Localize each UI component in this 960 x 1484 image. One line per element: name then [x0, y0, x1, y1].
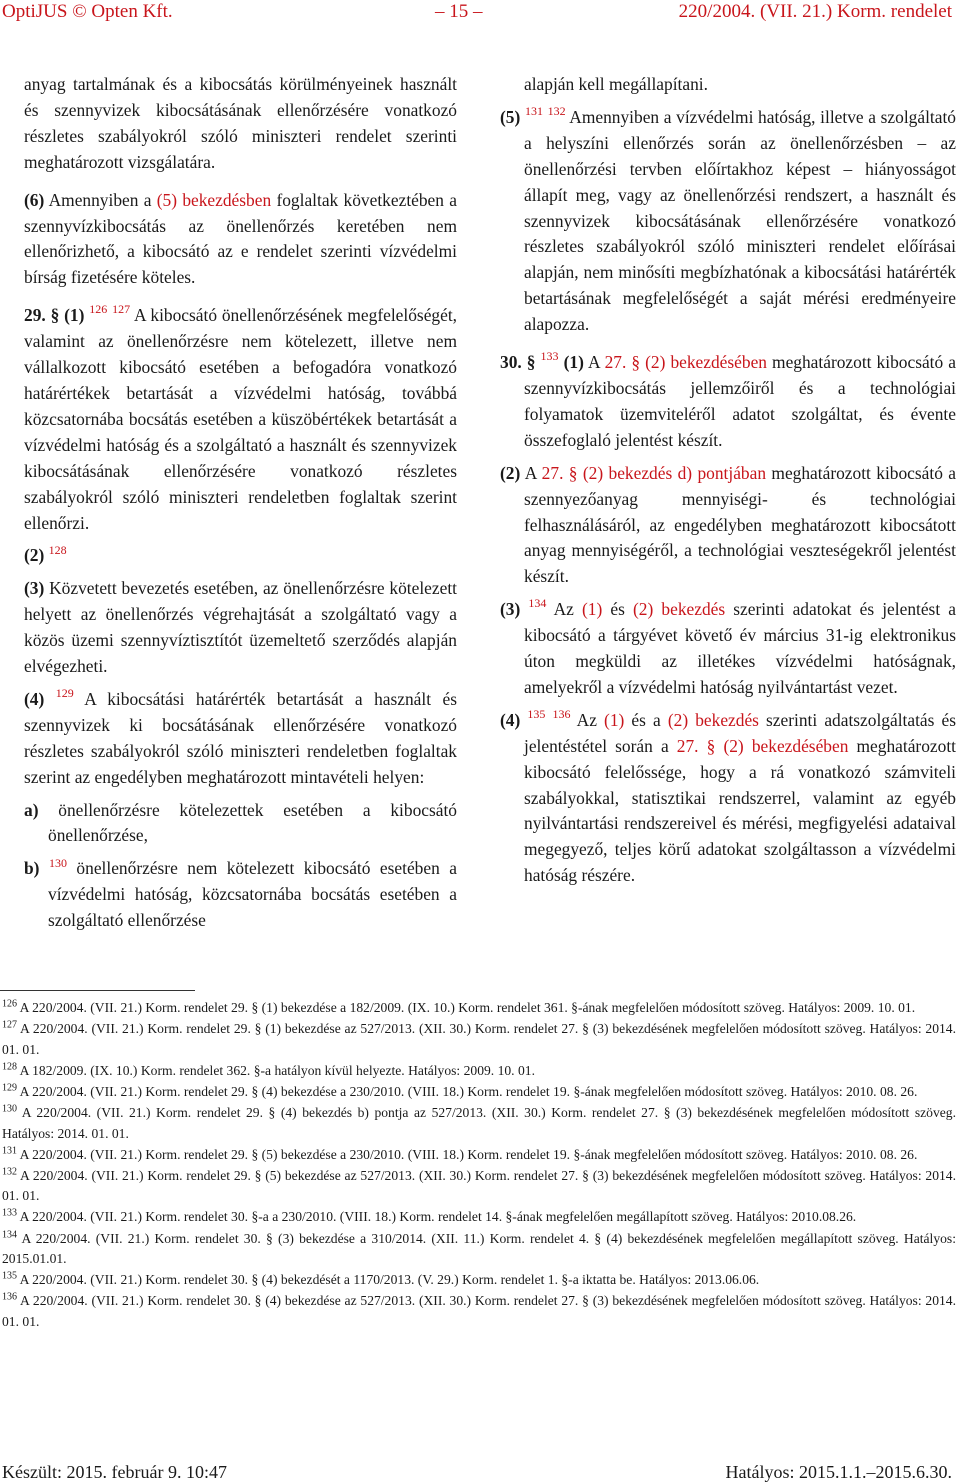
footnote: $^{126}$ A 220/2004. (VII. 21.) Korm. rendelet 29. § (1) bekezdése a 182/2009. (IX. 10.) Korm. rendelet 361. §-ának megfelelően módosított szöveg. Hatályos: 2009. 10. 01. — [2, 998, 916, 1015]
cross-reference-link[interactable]: (2) bekezdés — [633, 599, 726, 620]
footnote-ref[interactable]: 126 — [89, 302, 108, 317]
paragraph-number: (2) — [500, 462, 521, 483]
footnote: $^{130}$ A 220/2004. (VII. 21.) Korm. rendelet 29. § (4) bekezdés b) pontja az 527/2013. (XII. 30.) Korm. rendelet 27. § (3) bekezdésének megfelelően módosított szöveg. Hatályos: 2014. 01. 01. — [2, 1103, 956, 1141]
paragraph-number: (5) — [500, 106, 521, 127]
paragraph-number: (3) — [500, 599, 521, 620]
footnote-number: 133 — [2, 1207, 17, 1219]
point-label: a) — [24, 799, 39, 820]
section-29-paragraph-1: 29. § (1) $^{126}$ $^{127}$ A kibocsátó önellenőrzésének megfelelőségét, valamint az önellenőrzésre nem kötelezett, illetve nem vállalkozott kibocsátó esetében a befogadóra vonatkozó határértékek betartását a vízvédelmi hatóság, továbbá közcsatornába bocsátás esetében a küszöbértékek betartását a vízvédelmi hatóság és a szolgáltató a használt és szennyvizek kibocsátásának ellenőrzésére vonatkozó részletes szabályokról szóló miniszteri rendeletben foglaltak szerint ellenőrzi. — [24, 302, 458, 533]
footnote: $^{136}$ A 220/2004. (VII. 21.) Korm. rendelet 30. § (4) bekezdése az 527/2013. (XII. 30.) Korm. rendelet 27. § (3) bekezdésének megfelelően módosított szöveg. Hatályos: 2014. 01. 01. — [2, 1291, 956, 1329]
footnote-ref[interactable]: 135 — [527, 707, 546, 722]
cross-reference-link[interactable]: 27. § (2) bekezdés d) pontjában — [541, 462, 767, 483]
header-document-title: 220/2004. (VII. 21.) Korm. rendelet — [678, 1, 952, 22]
footnotes — [2, 998, 956, 1333]
cross-reference-link[interactable]: 27. § (2) bekezdésében — [676, 735, 849, 756]
footnote: $^{132}$ A 220/2004. (VII. 21.) Korm. rendelet 29. § (5) bekezdése az 527/2013. (XII. 30.) Korm. rendelet 27. § (3) bekezdésének megfelelően módosított szöveg. Hatályos: 2014. 01. 01. — [2, 1166, 956, 1204]
footnote: $^{129}$ A 220/2004. (VII. 21.) Korm. rendelet 29. § (4) bekezdése a 230/2010. (VIII. 18.) Korm. rendelet 19. §-ának megfelelően módosított szöveg. Hatályos: 2010. 08. 26. — [2, 1082, 918, 1099]
cross-reference-link[interactable]: 27. § (2) bekezdésében — [604, 352, 767, 373]
point-b: b) $^{130}$ önellenőrzésre nem kötelezett kibocsátó esetében a vízvédelmi hatóság, közcsatornába bocsátás esetében a szolgáltató ellenőrzése — [24, 855, 457, 931]
footnote: $^{131}$ A 220/2004. (VII. 21.) Korm. rendelet 29. § (5) bekezdése a 230/2010. (VIII. 18.) Korm. rendelet 19. §-ának megfelelően módosított szöveg. Hatályos: 2010. 08. 26. — [2, 1145, 918, 1162]
section-29-paragraph-3: (3) Közvetett bevezetés esetében, az önellenőrzésre kötelezett helyett az önellenőrzés végrehajtását a szolgáltató vagy a közös üzemi szennyvíztisztítót üzemeltető szerződés alapján elvégezheti. — [24, 578, 457, 677]
paragraph-continuation: anyag tartalmának és a kibocsátás körülményeinek használt és szennyvizek kibocsátásának ellenőrzésére vonatkozó részletes szabályokról szóló miniszteri rendelet szerinti meghatározott vizsgálatára. — [24, 74, 457, 172]
footnote-number: 127 — [2, 1019, 17, 1031]
footnote-number: 128 — [2, 1061, 17, 1073]
footnote: $^{133}$ A 220/2004. (VII. 21.) Korm. rendelet 30. §-a a 230/2010. (VIII. 18.) Korm. rendelet 14. §-ának megfelelően megállapított szöveg. Hatályos: 2010.08.26. — [2, 1207, 857, 1225]
footnote: $^{135}$ A 220/2004. (VII. 21.) Korm. rendelet 30. § (4) bekezdését a 1170/2013. (V. 29.) Korm. rendelet 1. §-a iktatta be. Hatályos: 2013.06.06. — [2, 1270, 760, 1288]
header-page-number: – 15 – — [435, 1, 483, 22]
footnote-ref[interactable]: 129 — [55, 686, 74, 701]
footnote-ref[interactable]: 132 — [547, 104, 566, 119]
footnote-number: 130 — [2, 1103, 17, 1115]
footnote-number: 131 — [2, 1145, 17, 1157]
left-column — [24, 72, 457, 941]
footnote-number: 135 — [2, 1270, 17, 1282]
paragraph-6: (6) Amennyiben a (5) bekezdésben foglaltak következtében a szennyvízkibocsátás az önellenőrzés keretében nem ellenőrizhető, a kibocsátó az e rendelet szerinti vízvédelmi bírság fizetésére köteles. — [24, 189, 457, 288]
footnote: $^{127}$ A 220/2004. (VII. 21.) Korm. rendelet 29. § (1) bekezdése az 527/2013. (XII. 30.) Korm. rendelet 27. § (3) bekezdésének megfelelően módosított szöveg. Hatályos: 2014. 01. 01. — [2, 1019, 956, 1057]
footer-validity-period: Hatályos: 2015.1.1.–2015.6.30. — [725, 1462, 952, 1482]
section-29-paragraph-5: (5) $^{131}$ $^{132}$ Amennyiben a vízvédelmi hatóság, illetve a szolgáltató a helyszíni ellenőrzés során az önellenőrzésben – az önellenőrzési tervben előírtakhoz képest – hiányosságot állapít meg, vagy az önellenőrzési rendszert, a használt és szennyvizek kibocsátásának ellenőrzésére vonatkozó részletes szabályokról szóló miniszteri rendelet előírásai alapján, nem minősíti megbízhatónak a kibocsátási határérték betartásának megfelelőségét a saját mérési eredményeire alapozza. — [500, 104, 956, 335]
section-label: 29. § — [24, 305, 60, 326]
footnote: $^{134}$ A 220/2004. (VII. 21.) Korm. rendelet 30. § (3) bekezdése a 310/2014. (XII. 11.) Korm. rendelet 4. § (4) bekezdésének megfelelően megállapított szöveg. Hatályos: 2015.01.01. — [2, 1229, 956, 1267]
section-29-paragraph-4: (4) $^{129}$ A kibocsátási határérték betartását a használt és szennyvizek ki bocsátásának ellenőrzésére vonatkozó részletes szabályokról szóló miniszteri rendeletben foglaltak szerint az engedélyben meghatározott mintavételi helyen: — [24, 686, 457, 787]
footnote-ref[interactable]: 128 — [48, 542, 67, 557]
paragraph-number: (4) — [500, 709, 521, 730]
footnote-ref[interactable]: 134 — [528, 596, 547, 611]
footnote: $^{128}$ A 182/2009. (IX. 10.) Korm. rendelet 362. §-a hatályon kívül helyezte. Hatályos: 2009. 10. 01. — [2, 1061, 535, 1078]
paragraph-number: (6) — [24, 189, 45, 210]
section-30-paragraph-1: 30. § $^{133}$ (1) A 27. § (2) bekezdésében meghatározott kibocsátó a szennyvízkibocsátás jellemzőiről és a technológiai folyamatok üzemviteléről adatot szolgáltat, és évente összefoglaló jelentést készít. — [500, 349, 956, 450]
footnote-number: 132 — [2, 1166, 17, 1178]
paragraph-number: (4) — [24, 688, 45, 709]
page-footer — [2, 1460, 952, 1484]
footnote-ref[interactable]: 130 — [48, 855, 67, 870]
page-header — [2, 0, 952, 24]
section-29-paragraph-2 — [24, 543, 457, 569]
point-b-continuation: alapján kell megállapítani. — [524, 74, 708, 94]
footnote-ref[interactable]: 136 — [552, 707, 571, 722]
paragraph-number: (1) — [563, 352, 584, 373]
footnote-divider — [0, 990, 195, 991]
point-a: a) önellenőrzésre kötelezettek esetében a kibocsátó önellenőrzése, — [24, 799, 457, 846]
right-column — [500, 72, 956, 896]
footnote-ref[interactable]: 127 — [112, 302, 131, 317]
cross-reference-link[interactable]: (1) — [604, 709, 625, 730]
footnote-number: 134 — [2, 1229, 17, 1240]
cross-reference-link[interactable]: (1) — [581, 599, 603, 620]
footnote-number: 126 — [2, 998, 17, 1010]
section-30-paragraph-4: (4) $^{135}$ $^{136}$ Az (1) és a (2) bekezdés szerinti adatszolgáltatás és jelentéstétel során a 27. § (2) bekezdésében meghatározott kibocsátó felelőssége, hogy a rá vonatkozó számviteli szabályokkal, statisztikai rendszerrel, valamint az egyéb nyilvántartási rendszereivel és mérési, megfigyelési adataival megegyező, teljes körű adatokat szolgáltasson a vízvédelmi hatóság részére. — [500, 707, 957, 886]
point-label: b) — [24, 858, 40, 879]
section-30-paragraph-3: (3) $^{134}$ Az (1) és (2) bekezdés szerinti adatokat és jelentést a kibocsátó a tárgyévet követő év március 31-ig elektronikus úton megküldi az illetékes vízvédelmi hatóságnak, amelyekről a vízvédelmi hatóság nyilvántartást vezet. — [500, 596, 957, 697]
footnote-number: 136 — [2, 1291, 17, 1303]
paragraph-number: (1) — [64, 305, 85, 326]
cross-reference-link[interactable]: (5) bekezdésben — [156, 189, 272, 210]
footnote-ref[interactable]: 133 — [540, 349, 559, 364]
header-publisher: OptiJUS © Opten Kft. — [2, 1, 173, 22]
cross-reference-link[interactable]: (2) bekezdés — [667, 709, 759, 730]
footnote-ref[interactable]: 131 — [524, 104, 543, 119]
section-label: 30. § — [500, 352, 536, 373]
paragraph-number: (2) — [24, 545, 45, 566]
footer-generated-date: Készült: 2015. február 9. 10:47 — [2, 1462, 227, 1482]
footnote-number: 129 — [2, 1082, 17, 1094]
paragraph-number: (3) — [24, 578, 45, 599]
section-30-paragraph-2: (2) A 27. § (2) bekezdés d) pontjában meghatározott kibocsátó a szennyezőanyag mennyiségi- és technológiai felhasználásáról, az engedélyben meghatározott kibocsátott anyag mennyiségéről, a technológiai veszteségekről jelentést készít. — [500, 462, 956, 587]
